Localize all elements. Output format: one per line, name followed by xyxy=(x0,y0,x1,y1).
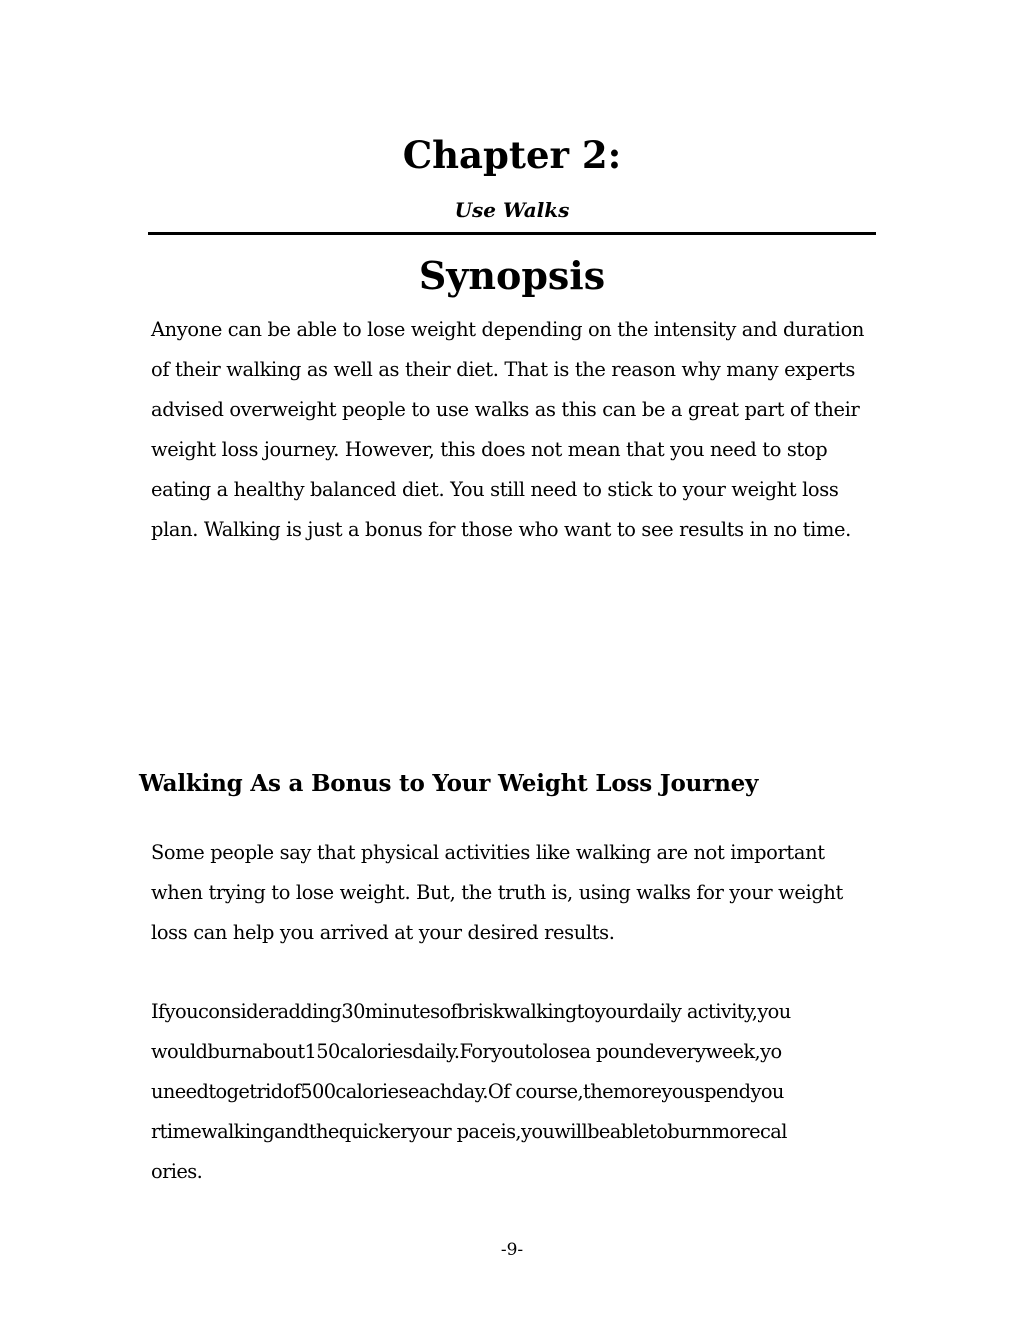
chapter-title: Chapter 2: xyxy=(402,133,622,177)
synopsis-heading: Synopsis xyxy=(418,253,606,298)
synopsis-paragraph: Anyone can be able to lose weight depending on the intensity and duration of their walking as well as their diet. That is the reason why many experts advised overweight people to use walks as this can be a great part of their weight loss journey. However, this does not mean that you need to stop eating a healthy balanced diet. You still need to stick to your weight loss plan. Walking is just a bonus for those who want to see results in no time. xyxy=(151,318,865,541)
section-paragraph-1: Some people say that physical activities like walking are not important when trying to lose weight. But, the truth is, using walks for your weight loss can help you arrived at your desired results. xyxy=(151,841,843,944)
horizontal-rule xyxy=(148,232,876,235)
page-number: -9- xyxy=(500,1240,524,1260)
chapter-subtitle: Use Walks xyxy=(454,198,570,222)
section-heading: Walking As a Bonus to Your Weight Loss Journey xyxy=(139,770,759,797)
section-paragraph-2: Ifyouconsideradding30minutesofbriskwalkingtoyourdaily activity,youwouldburnabout150caloriesdaily.Foryoutolosea poundeveryweek,youneedtogetridof500calorieseachday.Of course,themoreyouspendyourtimewalkingandthequickeryour paceis,youwillbeabletoburnmorecalories. xyxy=(151,1000,791,1183)
